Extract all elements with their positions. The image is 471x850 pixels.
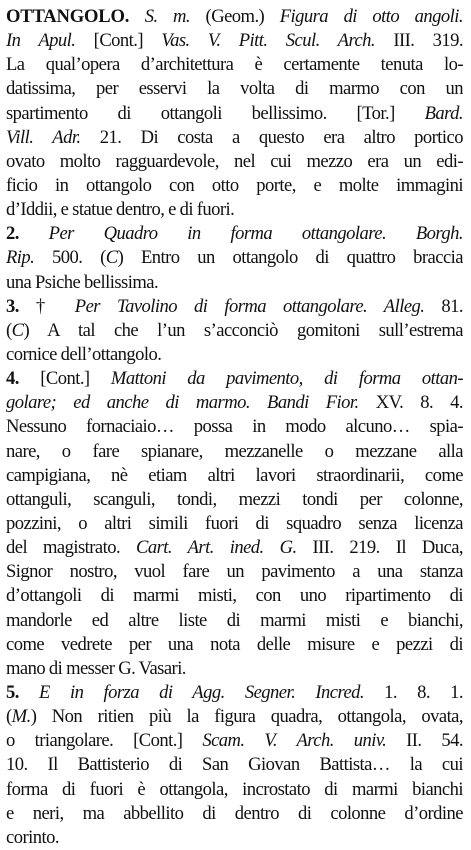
entry-text: 81. bbox=[424, 295, 463, 317]
entry-text: d’Iddii, e statue dentro, e di fuori. bbox=[6, 199, 235, 221]
entry-text: e neri, ma abbellito di dentro di colonne d’ordine bbox=[6, 802, 463, 824]
entry-text bbox=[129, 6, 145, 27]
entry-text: III. 319. bbox=[375, 30, 463, 52]
entry-text: M. bbox=[11, 706, 31, 728]
entry-text: golare; ed anche di marmo. Bandi Fior. bbox=[6, 392, 359, 414]
entry-text: o triangolare. [Cont.] bbox=[6, 730, 203, 752]
entry-line bbox=[6, 391, 463, 415]
entry-text: Nessuno fornaciaio… possa in modo alcuno… spia- bbox=[6, 416, 463, 438]
entry-line bbox=[6, 464, 463, 488]
entry-text: ( bbox=[6, 706, 12, 728]
entry-text: (Geom.) bbox=[190, 6, 280, 27]
entry-text: cornice dell’ottangolo. bbox=[6, 343, 162, 365]
entry-text: Cart. Art. ined. G. bbox=[136, 537, 297, 559]
entry-text: Bard. bbox=[424, 102, 463, 124]
entry-text: pozzini, o altri simili fuori di squadro senza licenza bbox=[6, 512, 463, 534]
entry-line bbox=[6, 198, 463, 222]
entry-line bbox=[6, 560, 463, 584]
entry-text: Vas. V. Pitt. Scul. Arch. bbox=[161, 30, 376, 52]
entry-line bbox=[6, 633, 463, 657]
entry-text: ficio in ottangolo con otto porte, e molte immagini bbox=[6, 174, 463, 196]
entry-text: mandorle ed altre liste di marmi misti e bianchi, bbox=[6, 609, 463, 631]
entry-line bbox=[6, 705, 463, 729]
entry-line bbox=[6, 271, 463, 295]
entry-line bbox=[6, 536, 463, 560]
entry-text: III. 219. Il Duca, bbox=[296, 537, 463, 559]
entry-text: S. m. bbox=[144, 6, 191, 27]
entry-text: ovato molto ragguardevole, nel cui mezzo era un edi- bbox=[6, 150, 463, 172]
entry-line bbox=[6, 174, 463, 198]
headword: OTTANGOLO. bbox=[6, 6, 130, 27]
sense-number: 5. bbox=[6, 681, 19, 703]
entry-line bbox=[6, 319, 463, 343]
entry-text: ( bbox=[6, 319, 12, 341]
sense-number: 2. bbox=[6, 223, 19, 245]
entry-text: datissima, per esservi la volta di marmo con un bbox=[6, 78, 463, 100]
entry-line bbox=[6, 222, 463, 246]
entry-text: forma di fuori è ottangola, incrostato di marmi bianchi bbox=[6, 778, 463, 800]
entry-line bbox=[6, 5, 463, 29]
entry-text: Mattoni da pavimento, di forma ottan- bbox=[110, 368, 463, 390]
entry-text: Per Tavolino di forma ottangolare. Alleg. bbox=[74, 295, 425, 317]
entry-line bbox=[6, 53, 463, 77]
entry-text: Figura di otto angoli. bbox=[279, 6, 463, 27]
entry-line bbox=[6, 29, 463, 53]
entry-text: spartimento di ottangoli bellissimo. [Tor.] bbox=[6, 102, 425, 124]
entry-line bbox=[6, 778, 463, 802]
entry-text: Scam. V. Arch. univ. bbox=[202, 730, 387, 752]
entry-line bbox=[6, 729, 463, 753]
entry-line bbox=[6, 488, 463, 512]
entry-text: C bbox=[105, 247, 118, 269]
entry-text: Per Quadro in forma ottangolare. Borgh. bbox=[48, 223, 463, 245]
entry-line bbox=[6, 295, 463, 319]
entry-text: † bbox=[18, 295, 75, 317]
entry-text: ) Entro un ottangolo di quattro braccia bbox=[117, 247, 463, 269]
entry-text: del magistrato. bbox=[6, 537, 137, 559]
entry-text: Rip. bbox=[6, 247, 35, 269]
entry-text: [Cont.] bbox=[75, 30, 162, 52]
entry-text: 500. ( bbox=[34, 247, 106, 269]
entry-line bbox=[6, 343, 463, 367]
sense-number: 3. bbox=[6, 295, 19, 317]
entry-text: ) Non ritien più la figura quadra, ottangola, ovata, bbox=[30, 706, 463, 728]
entry-line bbox=[6, 657, 463, 681]
entry-line bbox=[6, 367, 463, 391]
entry-text: Signor nostro, vuol fare un pavimento a una stanza bbox=[6, 561, 463, 583]
entry-line bbox=[6, 150, 463, 174]
entry-line bbox=[6, 126, 463, 150]
entry-text: una Psiche bellissima. bbox=[6, 271, 159, 293]
entry-text: 10. Il Battisterio di San Giovan Battista… la cui bbox=[6, 754, 463, 776]
entry-line bbox=[6, 584, 463, 608]
entry-line bbox=[6, 802, 463, 826]
entry-text: ) A tal che l’un s’acconciò gomitoni sull’estrema bbox=[23, 319, 463, 341]
entry-text bbox=[19, 223, 49, 244]
entry-line bbox=[6, 440, 463, 464]
entry-line bbox=[6, 512, 463, 536]
entry-text: mano di messer G. Vasari. bbox=[6, 657, 186, 679]
entry-text: 1. 8. 1. bbox=[364, 681, 463, 703]
entry-text: C bbox=[11, 319, 24, 341]
entry-text: In Apul. bbox=[6, 30, 76, 52]
entry-line bbox=[6, 609, 463, 633]
entry-text bbox=[19, 682, 39, 703]
entry-text: E in forza di Agg. Segner. Incred. bbox=[39, 681, 364, 703]
entry-text: corinto. bbox=[6, 826, 59, 848]
entry-text: [Cont.] bbox=[18, 368, 111, 390]
entry-text: 21. Di costa a questo era altro portico bbox=[80, 126, 463, 148]
entry-line bbox=[6, 753, 463, 777]
entry-text: La qual’opera d’architettura è certamente tenuta lo- bbox=[6, 54, 463, 76]
entry-text: II. 54. bbox=[386, 730, 463, 752]
entry-text: d’ottangoli di marmi misti, con uno ripartimento di bbox=[6, 585, 463, 607]
sense-number: 4. bbox=[6, 368, 19, 390]
entry-text: ottanguli, scanguli, tondi, mezzi tondi per colonne, bbox=[6, 488, 463, 510]
entry-line bbox=[6, 826, 463, 850]
entry-text: campigiana, nè etiam altri lavori straordinarii, come bbox=[6, 464, 463, 486]
entry-line bbox=[6, 415, 463, 439]
entry-line bbox=[6, 681, 463, 705]
entry-text: nare, o fare spianare, mezzanelle o mezzane alla bbox=[6, 440, 463, 462]
entry-text: come vedrete per una nota delle misure e pezzi di bbox=[6, 633, 463, 655]
entry-text: XV. 8. 4. bbox=[358, 392, 463, 414]
entry-text: Vill. Adr. bbox=[6, 126, 81, 148]
entry-line bbox=[6, 246, 463, 270]
entry-line bbox=[6, 102, 463, 126]
entry-line bbox=[6, 77, 463, 101]
